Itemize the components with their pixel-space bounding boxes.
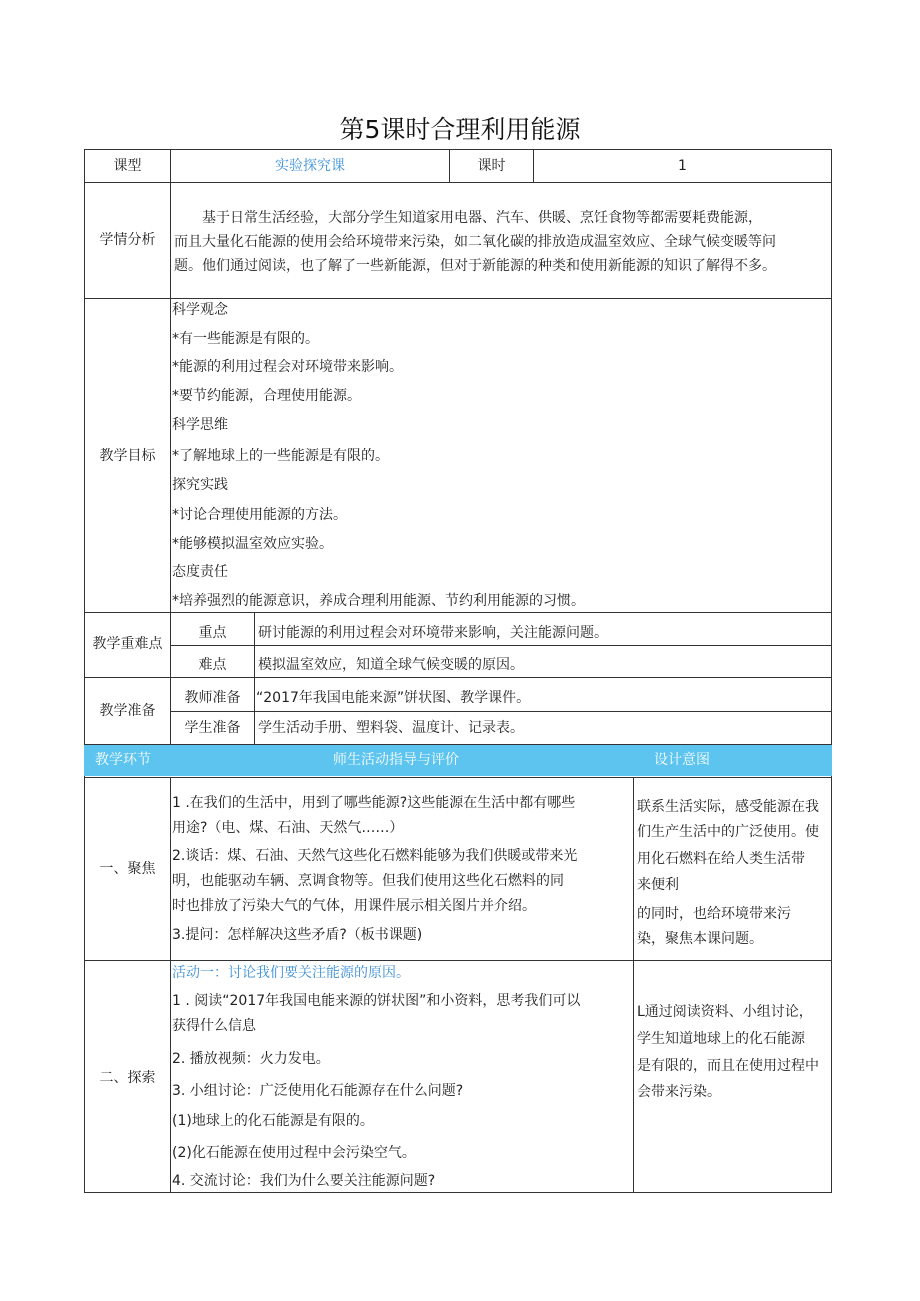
course-type-label: 课型: [113, 158, 142, 174]
objective-line: *能够模拟温室效应实验。: [172, 536, 333, 552]
table-border: [84, 612, 832, 613]
teacher-prep-text: “2017年我国电能来源”饼状图、教学课件。: [256, 690, 531, 706]
stage1-line: 3.提问：怎样解决这些矛盾?（板书课题): [172, 927, 423, 943]
objective-line: 科学观念: [172, 302, 228, 318]
objective-line: *能源的利用过程会对环境带来影响。: [172, 359, 403, 375]
stage2-line: 4. 交流讨论：我们为什么要关注能源问题?: [172, 1173, 436, 1189]
stage2-intent-line: 学生知道地球上的化石能源: [637, 1031, 805, 1047]
teacher-prep-label: 教师准备: [184, 690, 241, 706]
objective-line: 科学思维: [172, 417, 228, 433]
stage1-line: 用途?（电、煤、石油、天然气……）: [172, 820, 404, 836]
stage2-line: 获得什么信息: [172, 1018, 256, 1034]
header-intent: 设计意图: [654, 752, 710, 768]
objective-line: 态度责任: [172, 564, 228, 580]
stage1-intent-line: 染，聚焦本课问题。: [637, 931, 763, 947]
stage2-label: 二、探索: [99, 1070, 156, 1086]
analysis-label: 学情分析: [99, 232, 156, 248]
table-border: [84, 182, 832, 183]
prep-label: 教学准备: [99, 703, 156, 719]
stage1-intent-line: 们生产生活中的广泛使用。使: [637, 824, 819, 840]
course-hours-label: 课时: [477, 158, 506, 174]
page-title: 第5课时合理利用能源: [339, 115, 581, 144]
stage1-line: 时也排放了污染大气的气体，用课件展示相关图片并介绍。: [172, 898, 536, 914]
stage1-intent-line: 的同时，也给环境带来污: [637, 906, 791, 922]
analysis-line: 基于日常生活经验，大部分学生知道家用电器、汽车、供暖、烹饪食物等都需要耗费能源，: [202, 210, 762, 226]
stage1-intent-line: 联系生活实际，感受能源在我: [637, 799, 819, 815]
stage1-line: 明，也能驱动车辆、烹调食物等。但我们使用这些化石燃料的同: [172, 873, 564, 889]
stage2-line: 1 . 阅读“2017年我国电能来源的饼状图”和小资料，思考我们可以: [172, 993, 581, 1009]
table-border: [84, 1192, 832, 1193]
table-border: [84, 149, 85, 1193]
table-border: [84, 777, 832, 778]
stage2-intent-line: L通过阅读资料、小组讨论，: [637, 1004, 813, 1020]
stage1-line: 2.谈话：煤、石油、天然气这些化石燃料能够为我们供暖或带来光: [172, 848, 578, 864]
stage2-line: (2)化石能源在使用过程中会污染空气。: [172, 1145, 416, 1161]
difficulty-label: 难点: [198, 657, 227, 673]
key-points-label: 教学重难点: [92, 636, 163, 652]
stage2-line: 3. 小组讨论：广泛使用化石能源存在什么问题?: [172, 1083, 464, 1099]
objectives-label: 教学目标: [99, 448, 156, 464]
difficulty-text: 模拟温室效应，知道全球气候变暖的原因。: [258, 657, 524, 673]
objective-line: *讨论合理使用能源的方法。: [172, 507, 347, 523]
objective-line: *培养强烈的能源意识，养成合理利用能源、节约利用能源的习惯。: [172, 593, 585, 609]
objective-line: *要节约能源，合理使用能源。: [172, 388, 361, 404]
table-border: [254, 612, 255, 745]
header-stage: 教学环节: [95, 752, 151, 768]
table-border: [84, 298, 832, 299]
stage2-intent-line: 会带来污染。: [637, 1084, 721, 1100]
table-border: [84, 677, 832, 678]
key-text: 研讨能源的利用过程会对环境带来影响，关注能源问题。: [258, 625, 608, 641]
table-border: [831, 149, 832, 1193]
header-activities: 师生活动指导与评价: [333, 752, 459, 768]
stage2-line: 2. 播放视频：火力发电。: [172, 1051, 330, 1067]
table-border: [170, 777, 171, 1193]
analysis-line: 而且大量化石能源的使用会给环境带来污染，如二氧化碳的排放造成温室效应、全球气候变暖等问: [174, 234, 776, 250]
table-border: [170, 645, 832, 646]
objective-line: *了解地球上的一些能源是有限的。: [172, 448, 389, 464]
table-border: [633, 777, 634, 1193]
stage1-label: 一、聚焦: [99, 861, 156, 877]
stage1-line: 1 .在我们的生活中，用到了哪些能源?这些能源在生活中都有哪些: [172, 795, 576, 811]
course-type-value: 实验探究课: [275, 158, 345, 174]
stage1-intent-line: 来便利: [637, 877, 679, 893]
course-hours-value: 1: [678, 158, 687, 174]
table-border: [84, 149, 832, 150]
student-prep-label: 学生准备: [184, 720, 241, 736]
analysis-line: 题。他们通过阅读，也了解了一些新能源，但对于新能源的种类和使用新能源的知识了解得不多。: [174, 258, 776, 274]
stage2-activity-title: 活动一：讨论我们要关注能源的原因。: [172, 965, 410, 981]
objective-line: *有一些能源是有限的。: [172, 331, 319, 347]
stage1-intent-line: 用化石燃料在给人类生活带: [637, 851, 805, 867]
stage2-line: (1)地球上的化石能源是有限的。: [172, 1113, 374, 1129]
key-label: 重点: [198, 625, 227, 641]
objective-line: 探究实践: [172, 477, 228, 493]
stage2-intent-line: 是有限的，而且在使用过程中: [637, 1058, 819, 1074]
table-border: [84, 960, 832, 961]
table-border: [170, 711, 832, 712]
student-prep-text: 学生活动手册、塑料袋、温度计、记录表。: [258, 720, 524, 736]
